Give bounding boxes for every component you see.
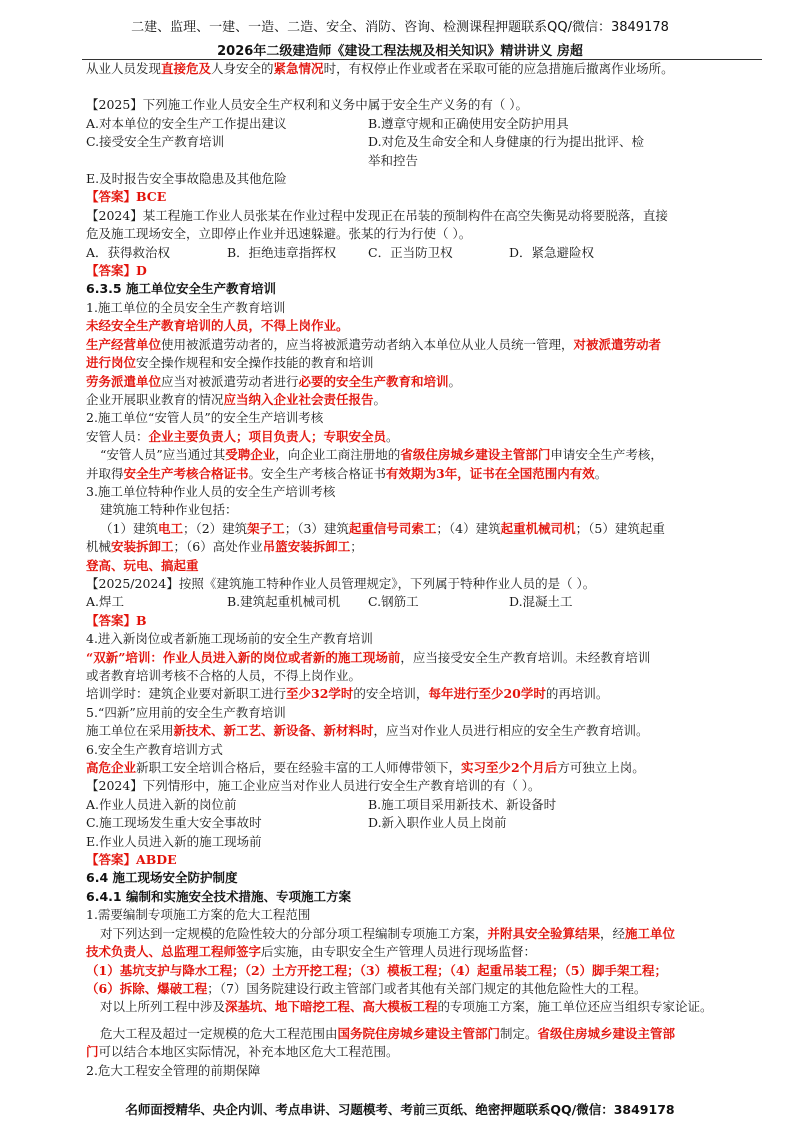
option-row: A.作业人员进入新的岗位前 B.施工项目采用新技术、新设备时 xyxy=(86,796,557,812)
section-heading: 6.4 施工现场安全防护制度 xyxy=(86,870,238,886)
option-row: A．获得救治权 B．拒绝违章指挥权 C．正当防卫权 D．紧急避险权 xyxy=(86,244,595,260)
intro-paragraph: 从业人员发现直接危及人身安全的紧急情况时，有权停止作业或者在采取可能的应急措施后撤离作业场所。 xyxy=(86,61,674,76)
answer: 【答案】ABDE xyxy=(86,852,177,868)
key-point: 未经安全生产教育培训的人员，不得上岗作业。 xyxy=(86,318,349,334)
header-contact: 二建、监理、一建、一造、二造、安全、消防、咨询、检测课程押题联系QQ/微信：3849178 xyxy=(131,20,669,35)
key-list-cont: （6）拆除、爆破工程；（7）国务院建设行政主管部门或者其他有关部门规定的其他危险性大的工程。 xyxy=(86,980,647,996)
question-stem: 【2025】下列施工作业人员安全生产权利和义务中属于安全生产义务的有（ ）。 xyxy=(86,97,529,113)
paragraph: “安管人员”应当通过其受聘企业，向企业工商注册地的省级住房城乡建设主管部门申请安全生产考核， xyxy=(100,447,663,463)
paragraph: 对下列达到一定规模的危险性较大的分部分项工程编制专项施工方案，并附具安全验算结果，经施工单位 xyxy=(100,925,676,941)
option-row: A.对本单位的安全生产工作提出建议 B.遵章守规和正确使用安全防护用具 xyxy=(86,115,569,131)
paragraph-cont: 或者教育培训考核不合格的人员，不得上岗作业。 xyxy=(86,668,362,683)
paragraph: 生产经营单位使用被派遣劳动者的，应当将被派遣劳动者纳入本单位从业人员统一管理，对被派遣劳动者 xyxy=(86,336,662,352)
paragraph-cont: 技术负责人、总监理工程师签字后实施，由专职安全生产管理人员进行现场监督： xyxy=(86,944,537,960)
section-subheading: 6.4.1 编制和实施安全技术措施、专项施工方案 xyxy=(86,888,351,904)
subheading: 5.“四新”应用前的安全生产教育培训 xyxy=(86,704,286,720)
subheading: 4.进入新岗位或者新施工现场前的安全生产教育培训 xyxy=(86,631,373,647)
question-stem: 【2024】某工程施工作业人员张某在作业过程中发现正在吊装的预制构件在高空失衡晃动将要脱落，直接 xyxy=(86,207,668,223)
option-row: C.施工现场发生重大安全事故时 D.新入职作业人员上岗前 xyxy=(86,815,507,831)
subheading: 6.安全生产教育培训方式 xyxy=(86,741,223,757)
mnemonic: 登高、玩电、搞起重 xyxy=(86,557,199,573)
paragraph: 劳务派遣单位应当对被派遣劳动者进行必要的安全生产教育和培训。 xyxy=(86,373,462,389)
paragraph-cont: 门可以结合本地区实际情况，补充本地区危大工程范围。 xyxy=(86,1044,399,1060)
paragraph-cont: 机械安装拆卸工；（6）高处作业吊篮安装拆卸工； xyxy=(86,539,363,555)
question-stem-cont: 危及施工现场安全，立即停止作业并迅速躲避。张某的行为行使（ ）。 xyxy=(86,226,472,242)
question-stem: 【2025/2024】按照《建筑施工特种作业人员管理规定》，下列属于特种作业人员的是（ ）。 xyxy=(86,575,596,591)
option-row: C.接受安全生产教育培训 D.对危及生命安全和人身健康的行为提出批评、检举和控告 xyxy=(86,134,645,168)
document-body xyxy=(86,60,758,1080)
paragraph: 企业开展职业教育的情况应当纳入企业社会责任报告。 xyxy=(86,391,387,407)
paragraph: 安管人员：企业主要负责人；项目负责人；专职安全员。 xyxy=(86,428,399,444)
paragraph-cont: 并取得安全生产考核合格证书。安全生产考核合格证书有效期为3年，证书在全国范围内有效。 xyxy=(86,465,608,481)
header-title: 2026年二级建造师《建设工程法规及相关知识》精讲讲义 房超 xyxy=(217,44,583,59)
paragraph-cont: 进行岗位安全操作规程和安全操作技能的教育和培训 xyxy=(86,355,374,371)
key-list: （1）基坑支护与降水工程；（2）土方开挖工程；（3）模板工程；（4）起重吊装工程；（5）脚手架工程； xyxy=(86,962,667,978)
question-stem: 【2024】下列情形中，施工企业应当对作业人员进行安全生产教育培训的有（ ）。 xyxy=(86,778,541,794)
paragraph: 培训学时：建筑企业要对新职工进行至少32学时的安全培训，每年进行至少20学时的再培训。 xyxy=(86,686,609,702)
paragraph: 危大工程及超过一定规模的危大工程范围由国务院住房城乡建设主管部门制定。省级住房城乡建设主管部 xyxy=(100,1025,676,1041)
option: E.及时报告安全事故隐患及其他危险 xyxy=(86,171,287,187)
answer: 【答案】D xyxy=(86,263,147,279)
paragraph: 高危企业新职工安全培训合格后，要在经验丰富的工人师傅带领下，实习至少2个月后方可独立上岗。 xyxy=(86,760,645,776)
answer: 【答案】B xyxy=(86,612,147,628)
paragraph: （1）建筑电工；（2）建筑架子工；（3）建筑起重信号司索工；（4）建筑起重机械司机；（5）建筑起重 xyxy=(100,520,665,536)
option-row: A.焊工 B.建筑起重机械司机 C.钢筋工 D.混凝土工 xyxy=(86,594,573,610)
footer-contact: 名师面授精华、央企内训、考点串讲、习题模考、考前三页纸、绝密押题联系QQ/微信：3849178 xyxy=(125,1102,675,1117)
subheading: 2.施工单位“安管人员”的安全生产培训考核 xyxy=(86,410,324,426)
subheading: 3.施工单位特种作业人员的安全生产培训考核 xyxy=(86,483,336,499)
paragraph: “双新”培训：作业人员进入新的岗位或者新的施工现场前，应当接受安全生产教育培训。未经教育培训 xyxy=(86,649,651,665)
section-heading: 6.3.5 施工单位安全生产教育培训 xyxy=(86,281,276,297)
paragraph: 施工单位在采用新技术、新工艺、新设备、新材料时，应当对作业人员进行相应的安全生产教育培训。 xyxy=(86,723,649,739)
answer: 【答案】BCE xyxy=(86,189,167,205)
option: E.作业人员进入新的施工现场前 xyxy=(86,833,262,849)
subheading: 1.施工单位的全员安全生产教育培训 xyxy=(86,299,286,315)
subheading: 1.需要编制专项施工方案的危大工程范围 xyxy=(86,907,311,923)
paragraph: 建筑施工特种作业包括： xyxy=(100,502,238,518)
paragraph: 对以上所列工程中涉及深基坑、地下暗挖工程、高大模板工程的专项施工方案，施工单位还应当组织专家论证。 xyxy=(100,999,713,1015)
subheading: 2.危大工程安全管理的前期保障 xyxy=(86,1062,261,1078)
